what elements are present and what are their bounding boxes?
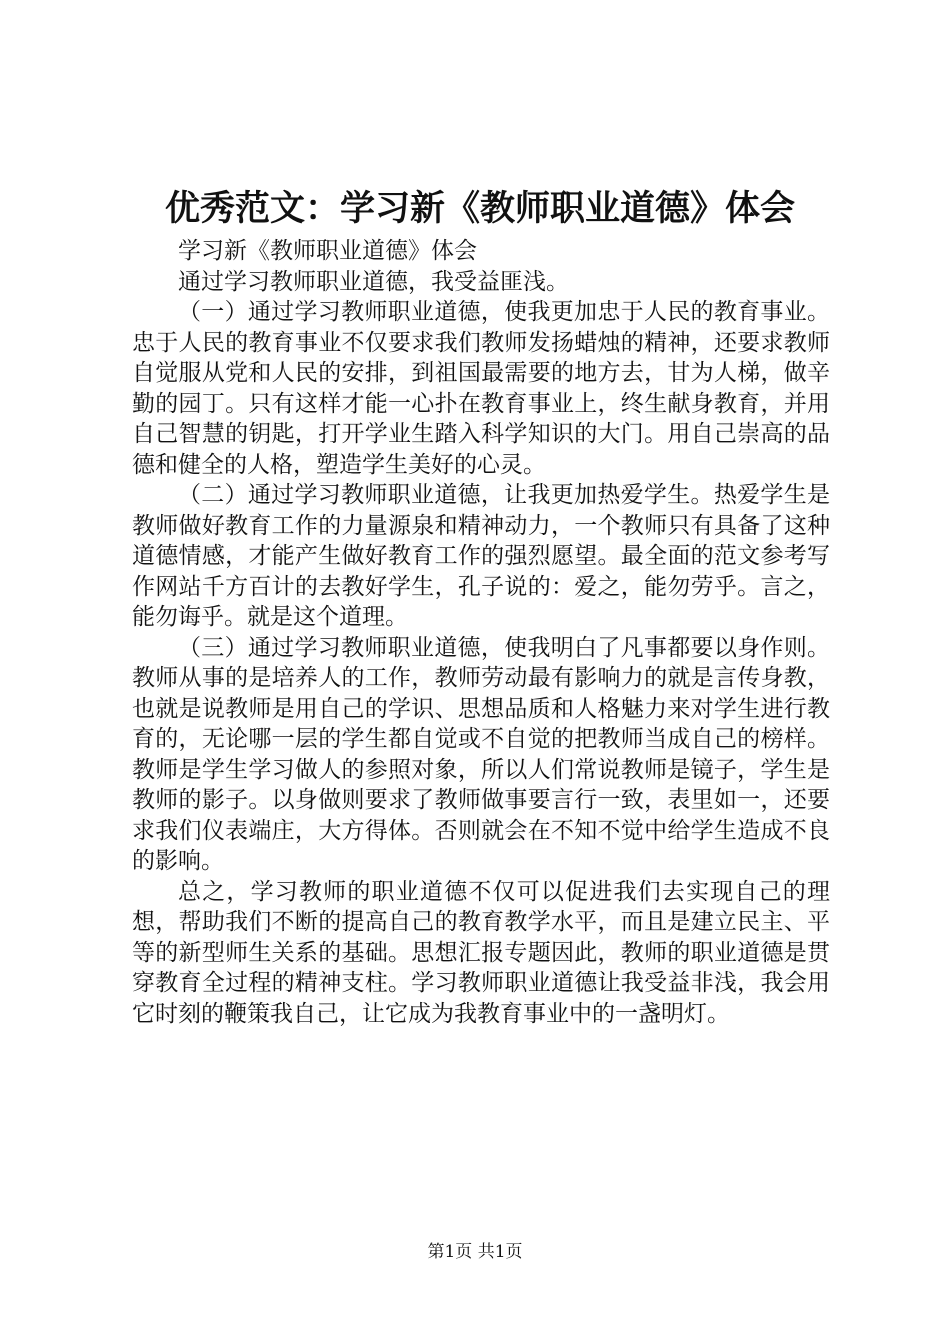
paragraph-1: （一）通过学习教师职业道德，使我更加忠于人民的教育事业。忠于人民的教育事业不仅要求我们教师发扬蜡烛的精神，还要求教师自觉服从党和人民的安排，到祖国最需要的地方去，甘为人梯，做辛勤的园丁。只有这样才能一心扑在教育事业上，终生献身教育，并用自己智慧的钥匙，打开学业生踏入科学知识的大门。用自己崇高的品德和健全的人格，塑造学生美好的心灵。 [132, 299, 830, 478]
page-footer: 第1页 共1页 [427, 1242, 523, 1262]
document-subtitle: 学习新《教师职业道德》体会 [178, 238, 477, 264]
paragraph-2: （二）通过学习教师职业道德，让我更加热爱学生。热爱学生是教师做好教育工作的力量源泉和精神动力，一个教师只有具备了这种道德情感，才能产生做好教育工作的强烈愿望。最全面的范文参考写作网站千方百计的去教好学生，孔子说的：爱之，能勿劳乎。言之，能勿诲乎。就是这个道理。 [132, 482, 830, 630]
intro-line: 通过学习教师职业道德，我受益匪浅。 [178, 268, 569, 295]
paragraph-4: 总之，学习教师的职业道德不仅可以促进我们去实现自己的理想，帮助我们不断的提高自己的教育教学水平，而且是建立民主、平等的新型师生关系的基础。思想汇报专题因此，教师的职业道德是贯穿教育全过程的精神支柱。学习教师职业道德让我受益非浅，我会用它时刻的鞭策我自己，让它成为我教育事业中的一盏明灯。 [132, 878, 830, 1027]
document-title: 优秀范文：学习新《教师职业道德》体会 [164, 189, 795, 229]
document-body [132, 236, 830, 1029]
paragraph-3: （三）通过学习教师职业道德，使我明白了凡事都要以身作则。教师从事的是培养人的工作，教师劳动最有影响力的就是言传身教，也就是说教师是用自己的学识、思想品质和人格魅力来对学生进行教育的，无论哪一层的学生都自觉或不自觉的把教师当成自己的榜样。教师是学生学习做人的参照对象，所以人们常说教师是镜子，学生是教师的影子。以身做则要求了教师做事要言行一致，表里如一，还要求我们仪表端庄，大方得体。否则就会在不知不觉中给学生造成不良的影响。 [132, 634, 830, 874]
